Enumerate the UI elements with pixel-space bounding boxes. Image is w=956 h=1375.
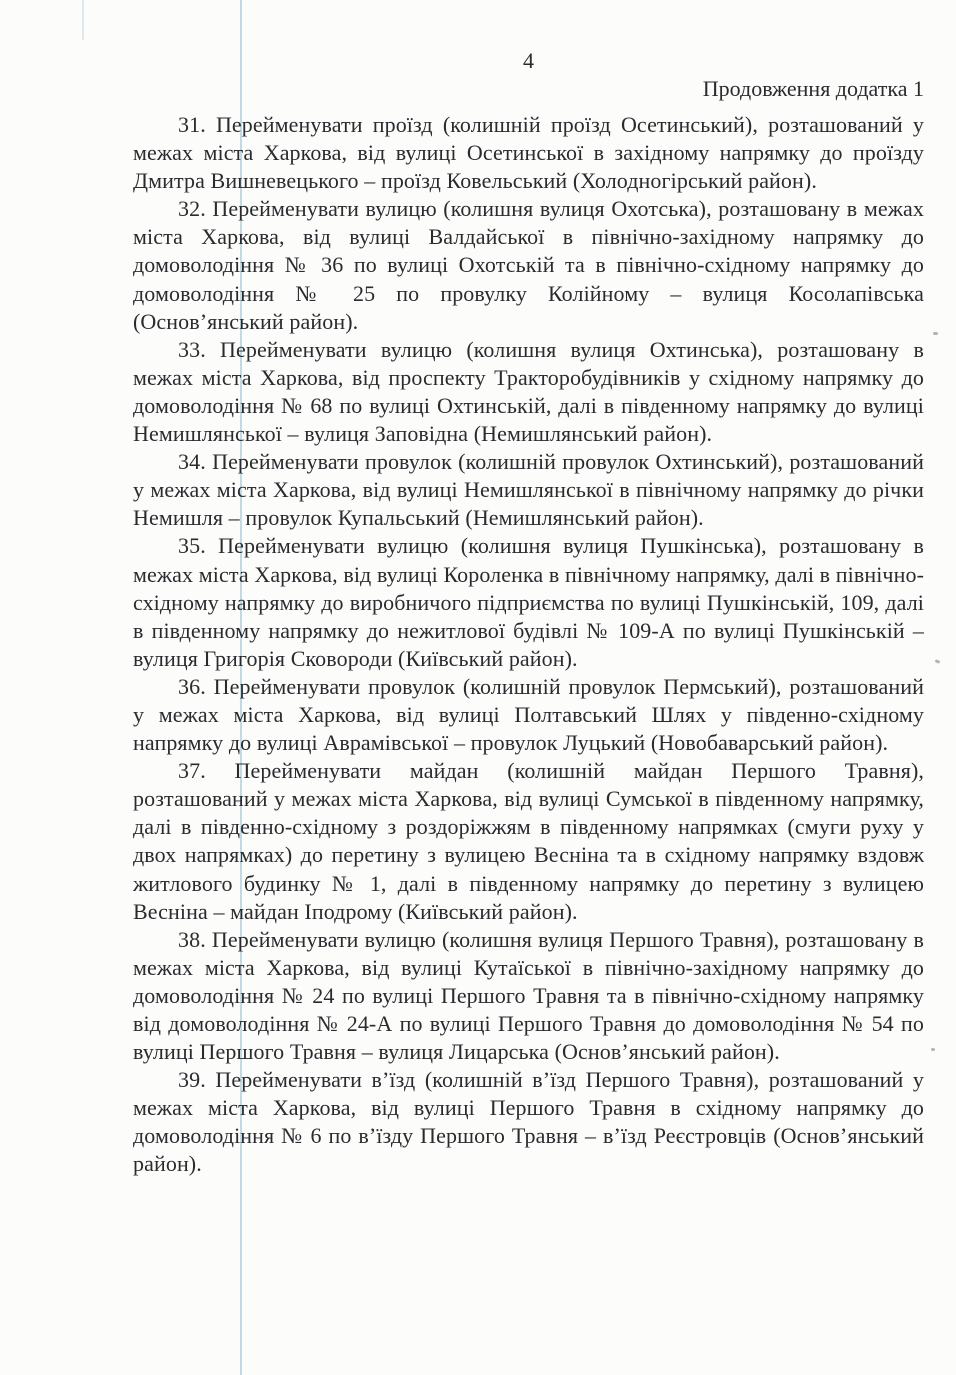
renaming-item-38: 38. Перейменувати вулицю (колишня вулиця Першого Травня), розташовану в межах міста Харкова, від вулиці Кутаїської в північно-західному напрямку до домоволодіння № 24 по вулиці Першого Травня та в північно-східному напрямку від домоволодіння № 24-А по вулиці Першого Травня до домоволодіння № 54 по вулиці Першого Травня – вулиця Лицарська (Основ’янський район). <box>133 926 924 1065</box>
scan-speck <box>935 659 941 664</box>
annex-continuation-note: Продовження додатка 1 <box>702 76 924 101</box>
renaming-item-37: 37. Перейменувати майдан (колишній майдан Першого Травня), розташований у межах міста Харкова, від вулиці Сумської в південному напрямку, далі в південно-східному з роздоріжжям в південному напрямках (смуги руху у двох напрямках) до перетину з вулицею Весніна та в східному напрямку вздовж житлового будинку № 1, далі в південному напрямку до перетину з вулицею Весніна – майдан Іподрому (Київський район). <box>133 758 924 924</box>
renaming-item-35: 35. Перейменувати вулицю (колишня вулиця Пушкінська), розташовану в межах міста Харкова, від вулиці Короленка в північному напрямку, далі в північно-східному напрямку до виробничого підприємства по вулиці Пушкінській, 109, далі в південному напрямку до нежитлової будівлі № 109-А по вулиці Пушкінській – вулиця Григорія Сковороди (Київський район). <box>133 533 924 671</box>
renaming-item-33: 33. Перейменувати вулицю (колишня вулиця Охтинська), розташовану в межах міста Харкова, від проспекту Тракторобудівників у східному напрямку до домоволодіння № 68 по вулиці Охтинській, далі в південному напрямку до вулиці Немишлянської – вулиця Заповідна (Немишлянський район). <box>133 336 924 447</box>
document-body <box>133 111 924 1179</box>
renaming-item-32: 32. Перейменувати вулицю (колишня вулиця Охотська), розташовану в межах міста Харкова, від вулиці Валдайської в північно-західному напрямку до домоволодіння № 36 по вулиці Охотській та в північно-східному напрямку до домоволодіння № 25 по провулку Колійному – вулиця Косолапівська (Основ’янський район). <box>133 196 924 334</box>
renaming-item-36: 36. Перейменувати провулок (колишній провулок Пермський), розташований у межах міста Харкова, від вулиці Полтавський Шлях у південно-східному напрямку до вулиці Аврамівської – провулок Луцький (Новобаварський район). <box>133 673 924 756</box>
scan-speck <box>931 1048 935 1051</box>
page-number: 4 <box>523 48 534 73</box>
scan-speck <box>933 332 938 335</box>
renaming-item-31: 31. Перейменувати проїзд (колишній проїзд Осетинський), розташований у межах міста Харкова, від вулиці Осетинської в західному напрямку до проїзду Дмитра Вишневецького – проїзд Ковельський (Холодногірський район). <box>133 112 924 194</box>
renaming-item-34: 34. Перейменувати провулок (колишній провулок Охтинський), розташований у межах міста Харкова, від вулиці Немишлянської в північному напрямку до річки Немишля – провулок Купальський (Немишлянський район). <box>133 449 924 531</box>
renaming-item-39: 39. Перейменувати в’їзд (колишній в’їзд Першого Травня), розташований у межах міста Харкова, від вулиці Першого Травня в східному напрямку до домоволодіння № 6 по в’їзду Першого Травня – в’їзд Реєстровців (Основ’янський район). <box>133 1067 924 1177</box>
scan-fold-line-top <box>82 0 84 40</box>
